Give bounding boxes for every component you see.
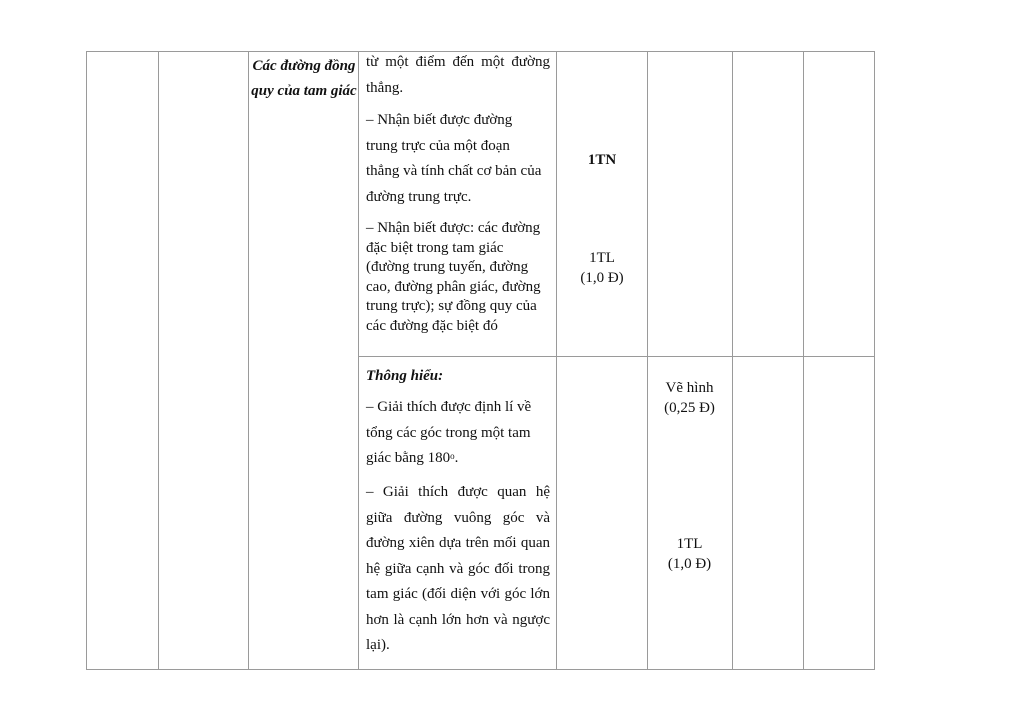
recognition-item-3: – Nhận biết được: các đường đặc biệt trong tam giác (đường trung tuyến, đường cao, đường phân giác, đường trung trực); sự đồng quy của các đường đặc biệt đó <box>366 220 541 334</box>
column-divider <box>803 51 804 670</box>
recognition-count-1: 1TN <box>587 152 617 168</box>
topic-cell: Các đường đồng quy của tam giác <box>251 58 357 99</box>
column-divider <box>874 51 875 670</box>
recognition-points-2: (1,0 Đ) <box>580 270 624 286</box>
understanding-item-1-text: – Giải thích được định lí về tổng các góc trong một tam giác bằng 180 <box>366 399 532 466</box>
column-divider <box>732 51 733 670</box>
understanding-item-2: – Giải thích được quan hệ giữa đường vuông góc và đường xiên dựa trên mối quan hệ giữa cạnh và góc đối trong tam giác (đối diện với góc lớn hơn là cạnh lớn hơn và ngược lại). <box>366 484 550 653</box>
understanding-points-1: (0,25 Đ) <box>664 400 715 416</box>
table-bottom-border <box>86 669 875 670</box>
column-divider <box>158 51 159 670</box>
column-divider <box>358 51 359 670</box>
understanding-points-2: (1,0 Đ) <box>667 556 712 572</box>
understanding-heading: Thông hiểu: <box>366 368 444 384</box>
understanding-count-1: Vẽ hình <box>665 380 714 396</box>
column-divider <box>556 51 557 670</box>
column-divider <box>248 51 249 670</box>
column-divider <box>86 51 87 670</box>
recognition-count-2: 1TL <box>589 250 615 266</box>
recognition-item-1: từ một điểm đến một đường thẳng. <box>366 54 550 96</box>
row-divider <box>358 356 875 357</box>
recognition-item-2: – Nhận biết được đường trung trực của một đoạn thẳng và tính chất cơ bản của đường trung trực. <box>366 112 542 205</box>
degree-symbol: o <box>450 451 455 461</box>
understanding-item-1-end: . <box>454 450 459 466</box>
understanding-count-2: 1TL <box>676 536 703 552</box>
column-divider <box>647 51 648 670</box>
understanding-item-1 <box>366 395 546 472</box>
